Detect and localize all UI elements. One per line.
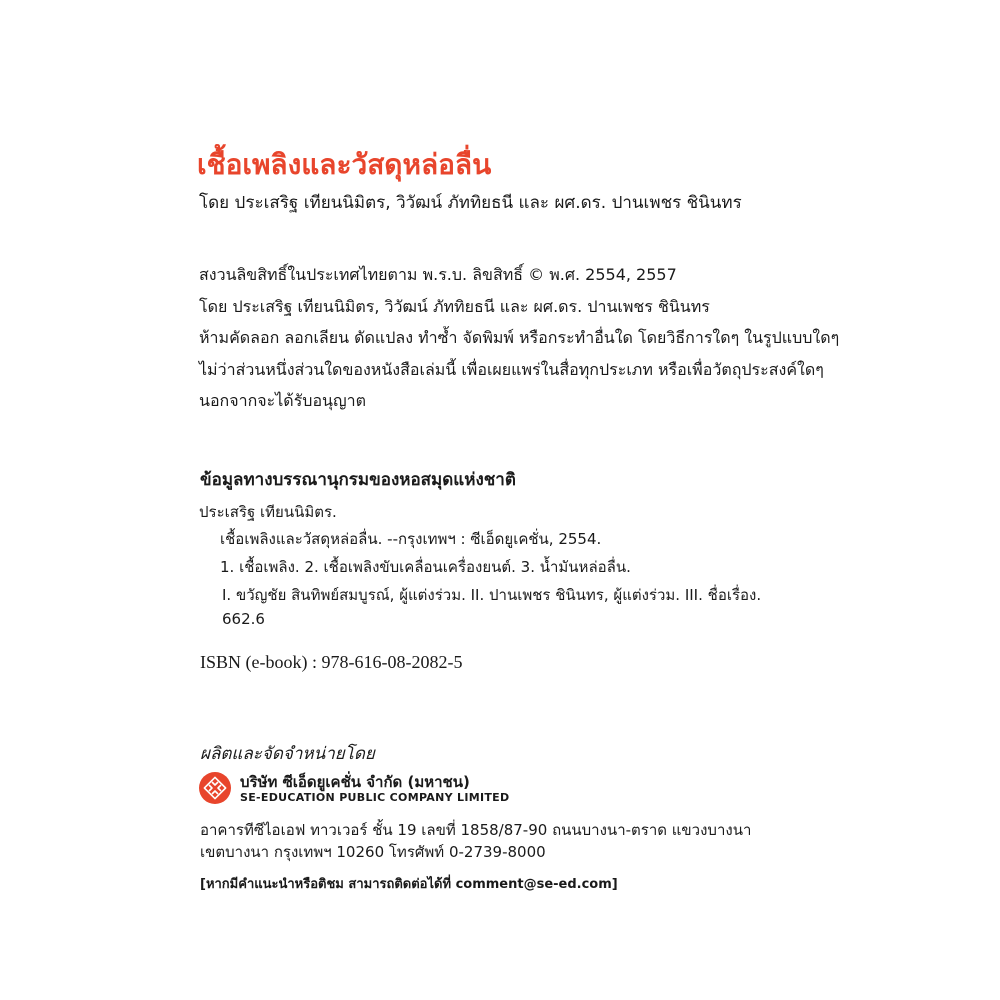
feedback-contact: [หากมีคำแนะนำหรือติชม สามารถติดต่อได้ที่ comment@se-ed.com] xyxy=(200,877,618,892)
cip-title-line: เชื้อเพลิงและวัสดุหล่อลื่น. --กรุงเทพฯ : ซีเอ็ดยูเคชั่น, 2554. xyxy=(220,530,602,548)
cip-heading: ข้อมูลทางบรรณานุกรมของหอสมุดแห่งชาติ xyxy=(200,470,516,490)
copyright-line: โดย ประเสริฐ เทียนนิมิตร, วิวัฒน์ ภัททิยธนี และ ผศ.ดร. ปานเพชร ชินินทร xyxy=(199,297,710,316)
cip-added-entries: I. ขวัญชัย สินทิพย์สมบูรณ์, ผู้แต่งร่วม. II. ปานเพชร ชินินทร, ผู้แต่งร่วม. III. ชื่อเรื่อง. xyxy=(222,586,762,604)
copyright-line: สงวนลิขสิทธิ์ในประเทศไทยตาม พ.ร.บ. ลิขสิทธิ์ © พ.ศ. 2554, 2557 xyxy=(199,265,677,284)
copyright-line: นอกจากจะได้รับอนุญาต xyxy=(199,391,366,410)
publisher-address-line: เขตบางนา กรุงเทพฯ 10260 โทรศัพท์ 0-2739-8000 xyxy=(200,843,546,861)
se-ed-logo-icon xyxy=(199,772,231,804)
author-byline: โดย ประเสริฐ เทียนนิมิตร, วิวัฒน์ ภัททิยธนี และ ผศ.ดร. ปานเพชร ชินินทร xyxy=(199,193,742,213)
book-title: เชื้อเพลิงและวัสดุหล่อลื่น xyxy=(197,148,492,181)
copyright-line: ห้ามคัดลอก ลอกเลียน ดัดแปลง ทำซ้ำ จัดพิมพ์ หรือกระทำอื่นใด โดยวิธีการใดๆ ในรูปแบบใดๆ xyxy=(199,328,840,347)
isbn: ISBN (e-book) : 978-616-08-2082-5 xyxy=(200,652,463,672)
publisher-name-thai: บริษัท ซีเอ็ดยูเคชั่น จำกัด (มหาชน) xyxy=(240,773,470,791)
publisher-name-english: SE-EDUCATION PUBLIC COMPANY LIMITED xyxy=(240,791,510,804)
distributor-intro: ผลิตและจัดจำหน่ายโดย xyxy=(200,744,375,764)
copyright-line: ไม่ว่าส่วนหนึ่งส่วนใดของหนังสือเล่มนี้ เพื่อเผยแพร่ในสื่อทุกประเภท หรือเพื่อวัตถุประสงค์ใดๆ xyxy=(199,360,824,379)
cip-author: ประเสริฐ เทียนนิมิตร. xyxy=(199,503,337,521)
cip-class-number: 662.6 xyxy=(222,610,265,628)
publisher-address-line: อาคารทีซีไอเอฟ ทาวเวอร์ ชั้น 19 เลขที่ 1858/87-90 ถนนบางนา-ตราด แขวงบางนา xyxy=(200,821,752,839)
cip-subjects: 1. เชื้อเพลิง. 2. เชื้อเพลิงขับเคลื่อนเครื่องยนต์. 3. น้ำมันหล่อลื่น. xyxy=(220,558,631,576)
